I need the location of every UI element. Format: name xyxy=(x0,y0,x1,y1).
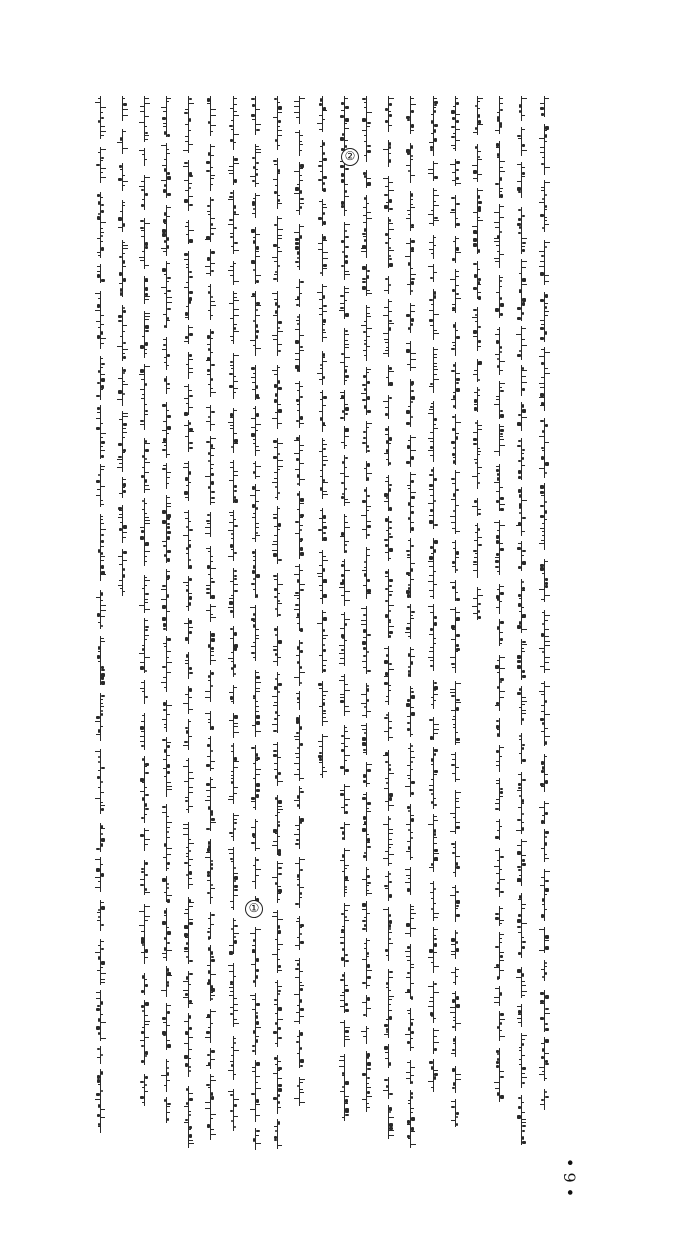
text-column xyxy=(429,96,438,1151)
text-column xyxy=(96,96,105,1151)
text-column xyxy=(140,96,149,1151)
text-column xyxy=(406,96,415,1151)
text-column xyxy=(206,96,215,1151)
footnote-marker-1: ① xyxy=(245,900,263,918)
text-column xyxy=(540,96,549,1151)
text-column xyxy=(162,96,171,1151)
text-column xyxy=(273,96,282,1151)
text-column xyxy=(184,96,193,1151)
text-column xyxy=(362,96,371,1151)
mongolian-text-block xyxy=(96,96,550,1151)
text-column xyxy=(451,96,460,1151)
text-column xyxy=(229,96,238,1151)
text-column xyxy=(495,96,504,1151)
text-column xyxy=(318,96,327,816)
text-column xyxy=(517,96,526,1151)
text-column xyxy=(251,96,260,1151)
text-column xyxy=(384,96,393,1151)
text-column xyxy=(473,96,482,656)
text-column xyxy=(295,96,304,1151)
text-column xyxy=(340,96,349,1151)
footnote-marker-2: ② xyxy=(341,148,359,166)
page-number: • 9 • xyxy=(560,1158,579,1198)
text-column xyxy=(118,96,127,616)
